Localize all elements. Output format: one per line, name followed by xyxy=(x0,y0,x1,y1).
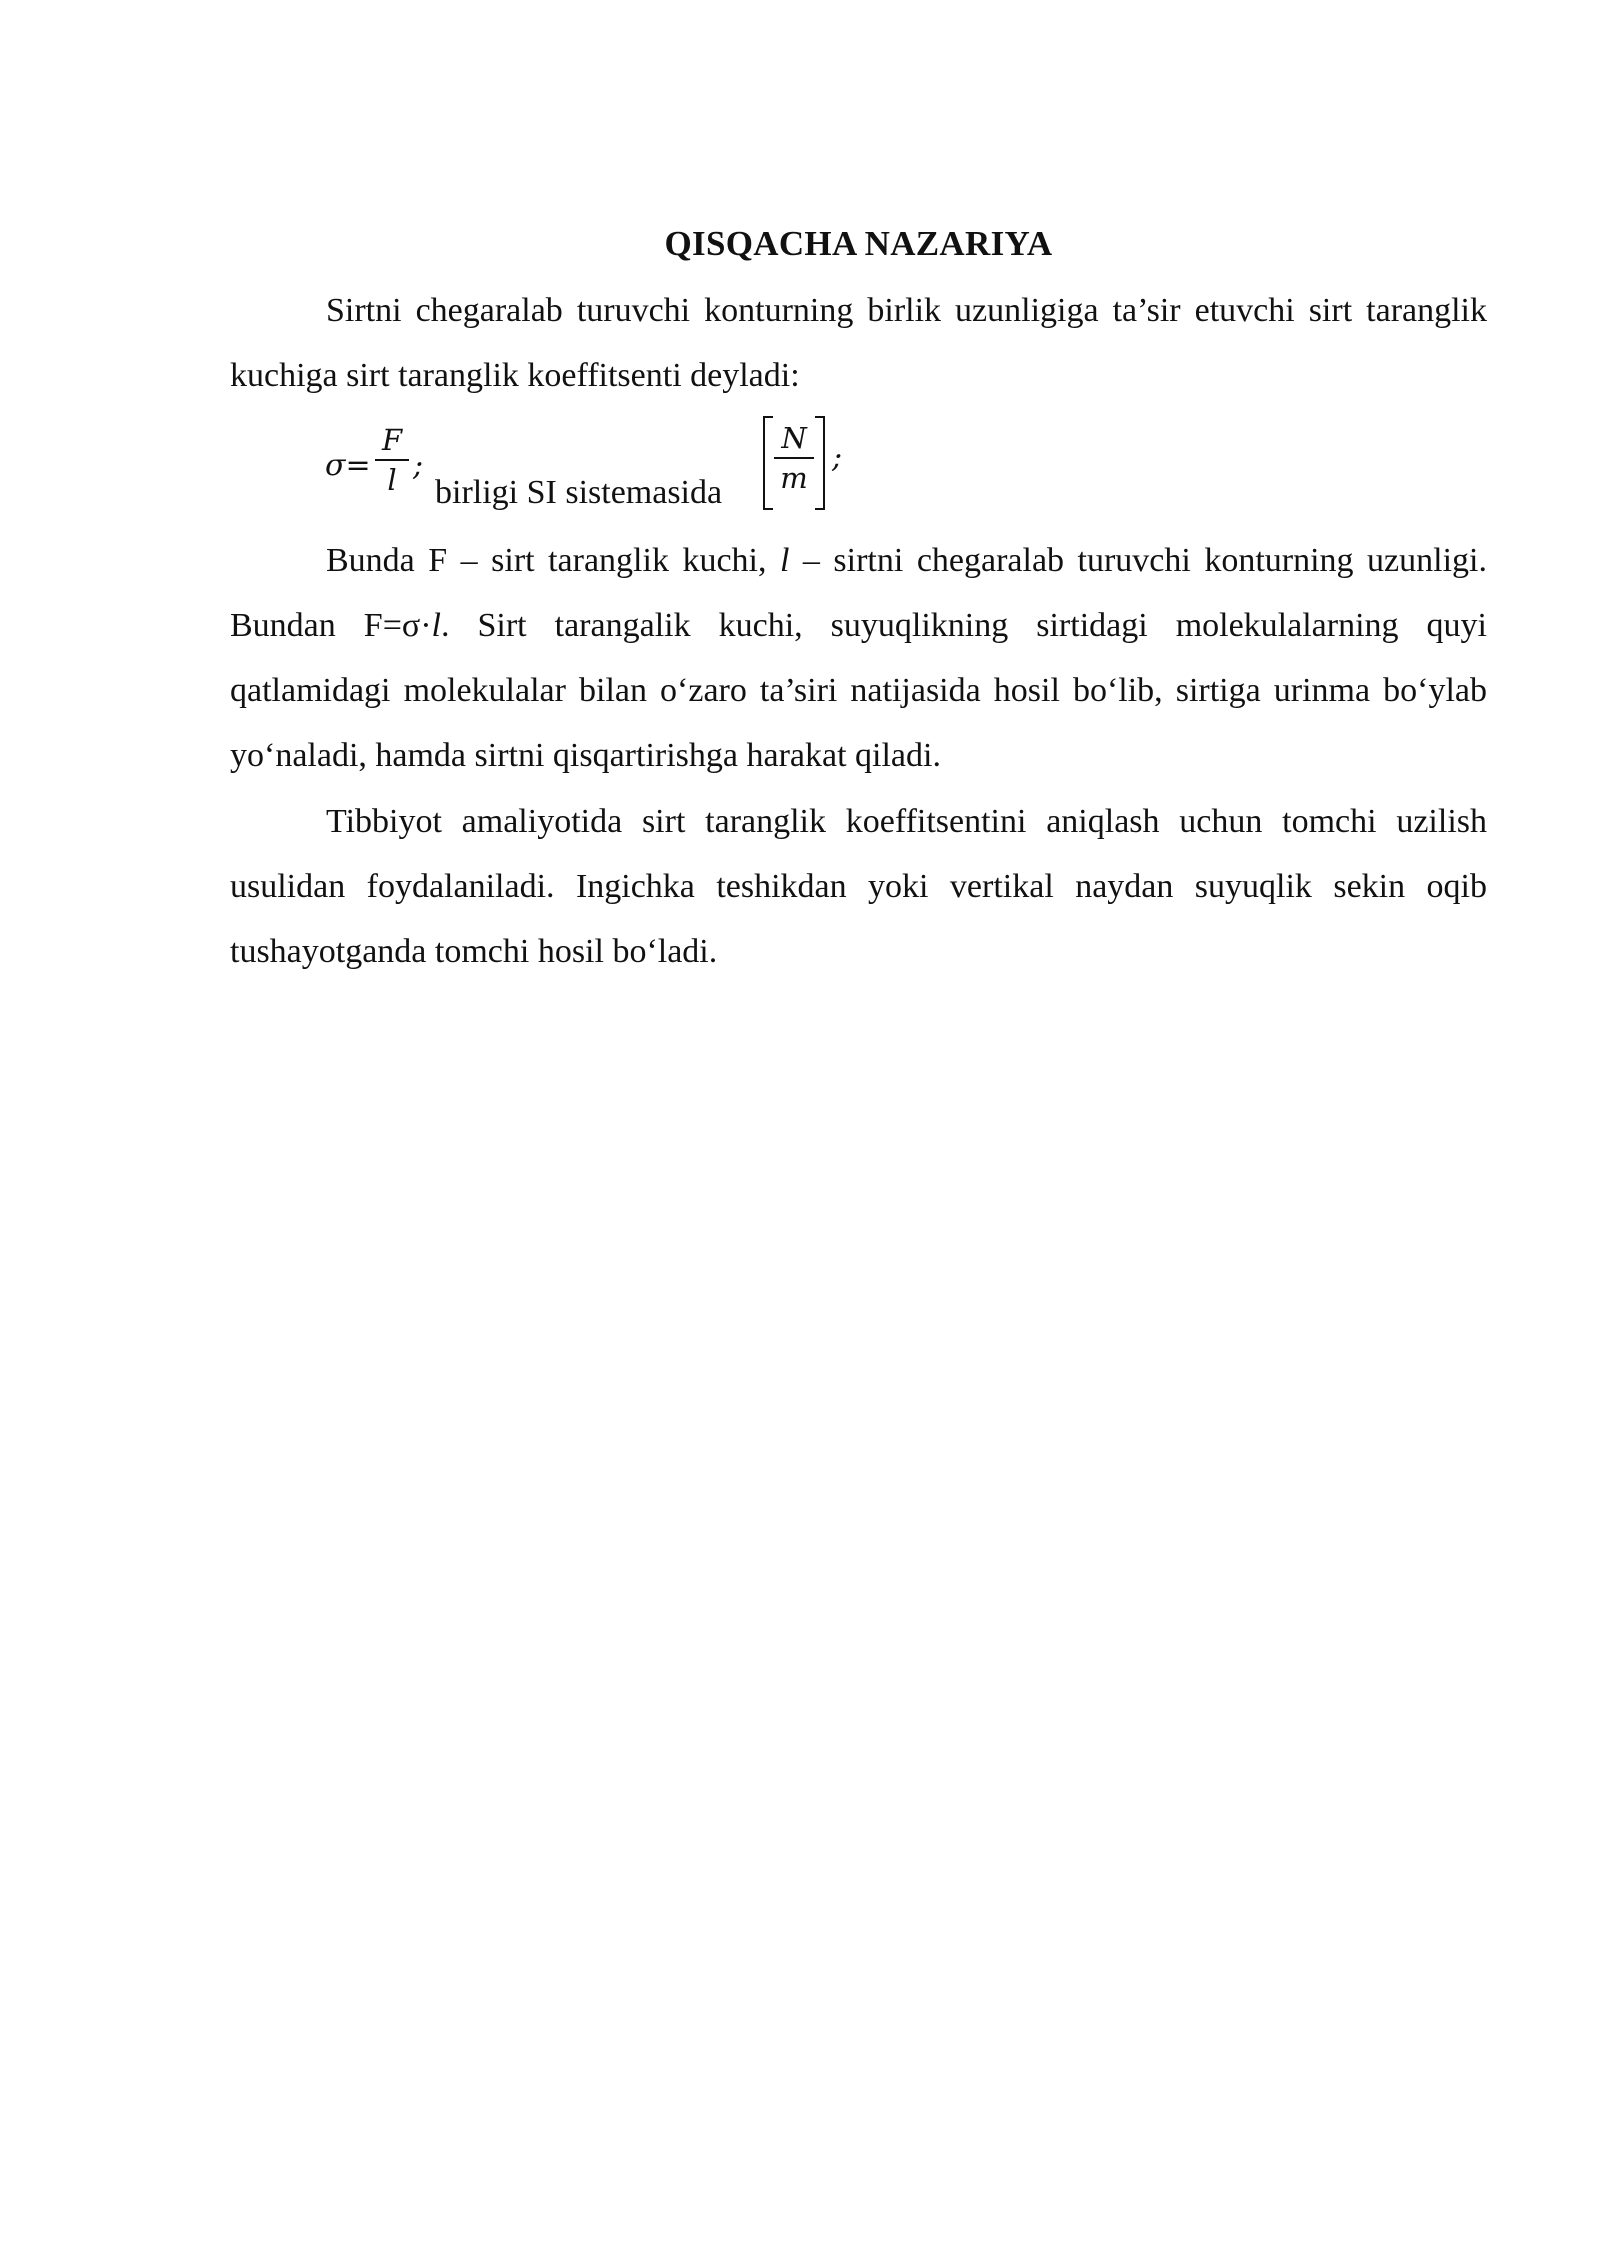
unit-numerator: N xyxy=(781,421,807,455)
formula-lhs: σ= xyxy=(325,448,371,483)
method-paragraph: Tibbiyot amaliyotida sirt taranglik koeffitsentini aniqlash uchun tomchi uzilish usulidan foydalaniladi. Ingichka teshikdan yoki vertikal naydan suyuqlik sekin oqib tushayotganda tomchi hosil bo‘ladi. xyxy=(230,803,1487,970)
left-bracket xyxy=(763,416,773,510)
formula-denominator: l xyxy=(387,463,397,497)
fraction-bar xyxy=(774,457,814,459)
text-run: – sirtni chegaralab turuvchi konturning uzunligi. Bundan F=σ· xyxy=(230,542,1487,644)
unit-fraction xyxy=(774,420,814,496)
right-bracket xyxy=(815,416,825,510)
unit-description: birligi SI sistemasida xyxy=(435,474,723,511)
formula-separator: ; xyxy=(413,448,424,483)
italic-symbol-l: l xyxy=(431,607,441,644)
text-run: . Sirt tarangalik kuchi, suyuqlikning sirtidagi molekulalarning quyi qatlamidagi molekulalar bilan o‘zaro ta’siri natijasida hosil bo‘lib, sirtiga urinma bo‘ylab yo‘naladi, hamda sirtni qisqartirishga harakat qiladi. xyxy=(230,607,1487,774)
italic-symbol-l: l xyxy=(779,542,790,579)
fraction-bar xyxy=(375,459,409,461)
formula-numerator: F xyxy=(381,423,403,457)
formula-fraction xyxy=(375,422,409,498)
formula-end: ; xyxy=(832,440,843,475)
unit-denominator: m xyxy=(780,461,808,495)
definition-paragraph: Sirtni chegaralab turuvchi konturning birlik uzunligiga ta’sir etuvchi sirt taranglik kuchiga sirt taranglik koeffitsenti deyladi: xyxy=(230,292,1487,394)
section-heading: QISQACHA NAZARIYA xyxy=(664,224,1053,263)
text-run: Bunda F – sirt taranglik kuchi, xyxy=(326,542,780,579)
explanation-paragraph xyxy=(230,528,1487,788)
